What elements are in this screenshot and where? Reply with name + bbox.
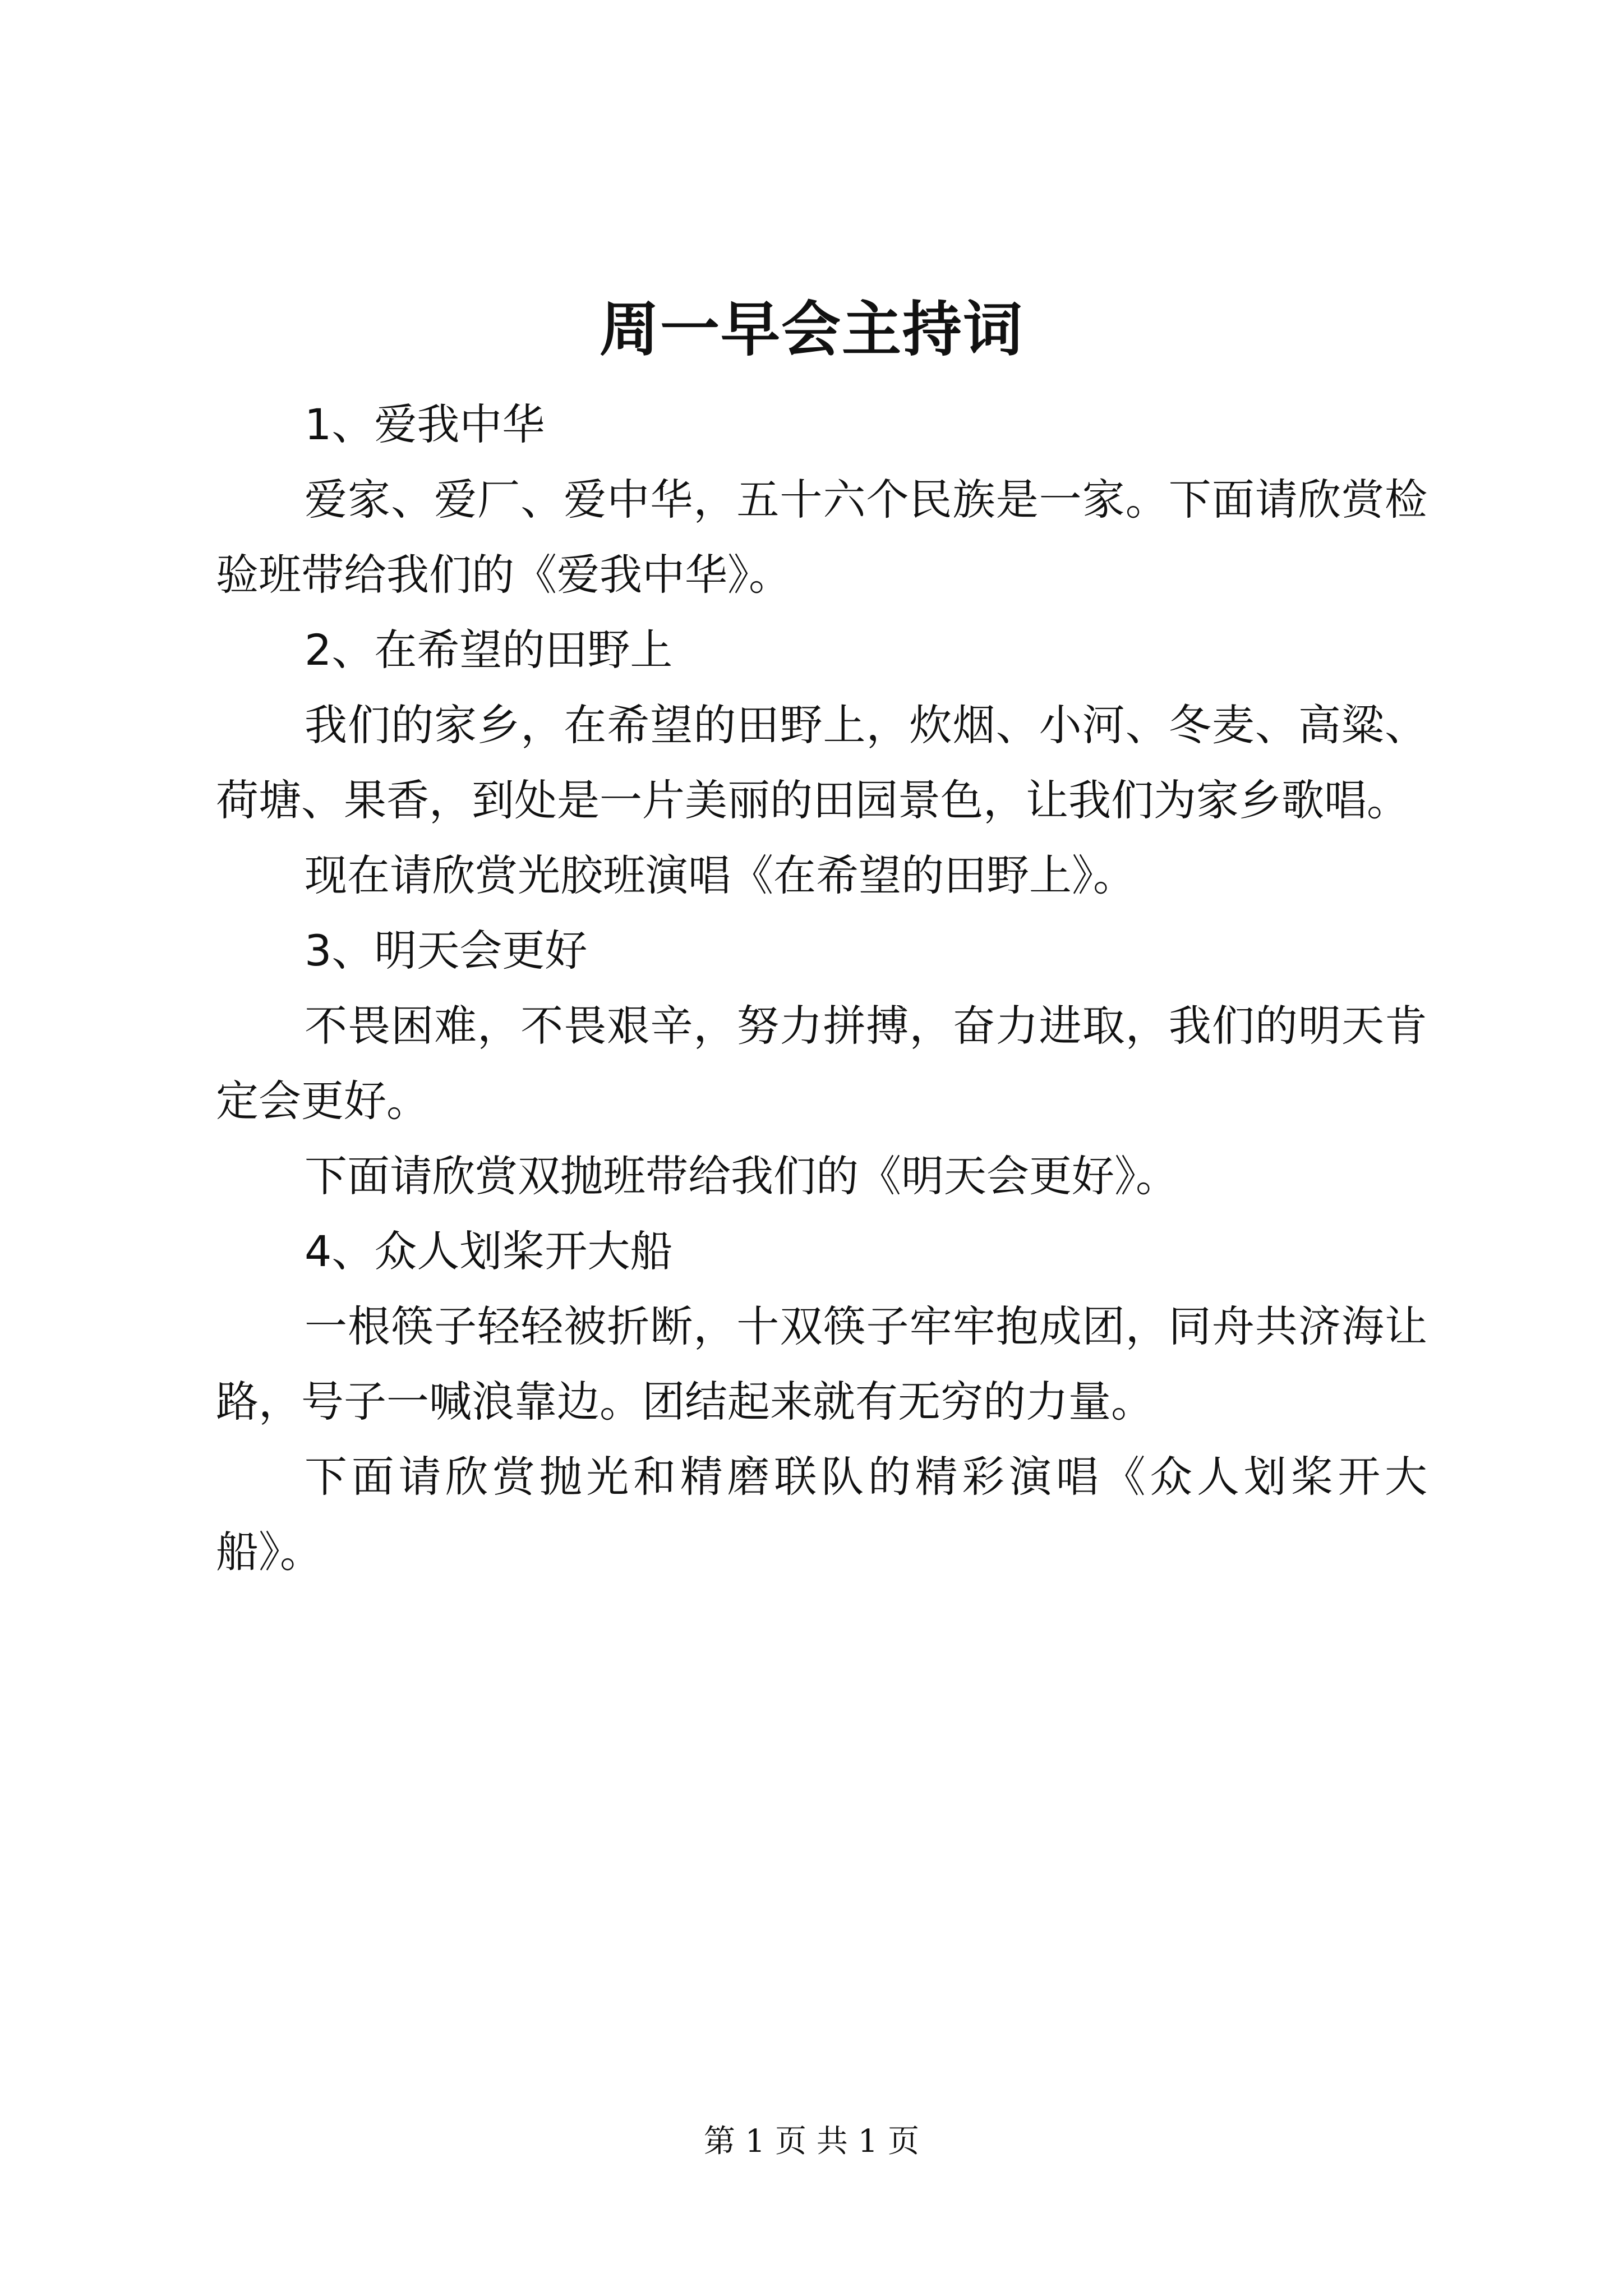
paragraph: 下面请欣赏双抛班带给我们的《明天会更好》。 [305,1151,1178,1201]
section-heading-2: 2、在希望的田野上 [305,625,673,675]
paragraph: 一根筷子轻轻被折断，十双筷子牢牢抱成团，同舟共济海让路，号子一喊浪靠边。团结起来就有无穷的力量。 [216,1301,1427,1427]
paragraph: 爱家、爱厂、爱中华，五十六个民族是一家。下面请欣赏检验班带给我们的《爱我中华》。 [216,475,1427,600]
paragraph: 下面请欣赏抛光和精磨联队的精彩演唱《众人划桨开大船》。 [216,1452,1427,1577]
section-heading-4: 4、众人划桨开大船 [305,1226,673,1276]
section-heading-1: 1、爱我中华 [305,399,545,449]
document-body [216,387,1427,1590]
paragraph: 现在请欣赏光胶班演唱《在希望的田野上》。 [305,850,1136,900]
paragraph: 我们的家乡，在希望的田野上，炊烟、小河、冬麦、高粱、荷塘、果香，到处是一片美丽的田园景色，让我们为家乡歌唱。 [216,700,1427,825]
document-title: 周一早会主持词 [600,294,1023,364]
page-number-footer: 第 1 页 共 1 页 [703,2123,920,2160]
section-heading-3: 3、明天会更好 [305,926,588,976]
paragraph: 不畏困难，不畏艰辛，努力拼搏，奋力进取，我们的明天肯定会更好。 [216,1001,1427,1126]
